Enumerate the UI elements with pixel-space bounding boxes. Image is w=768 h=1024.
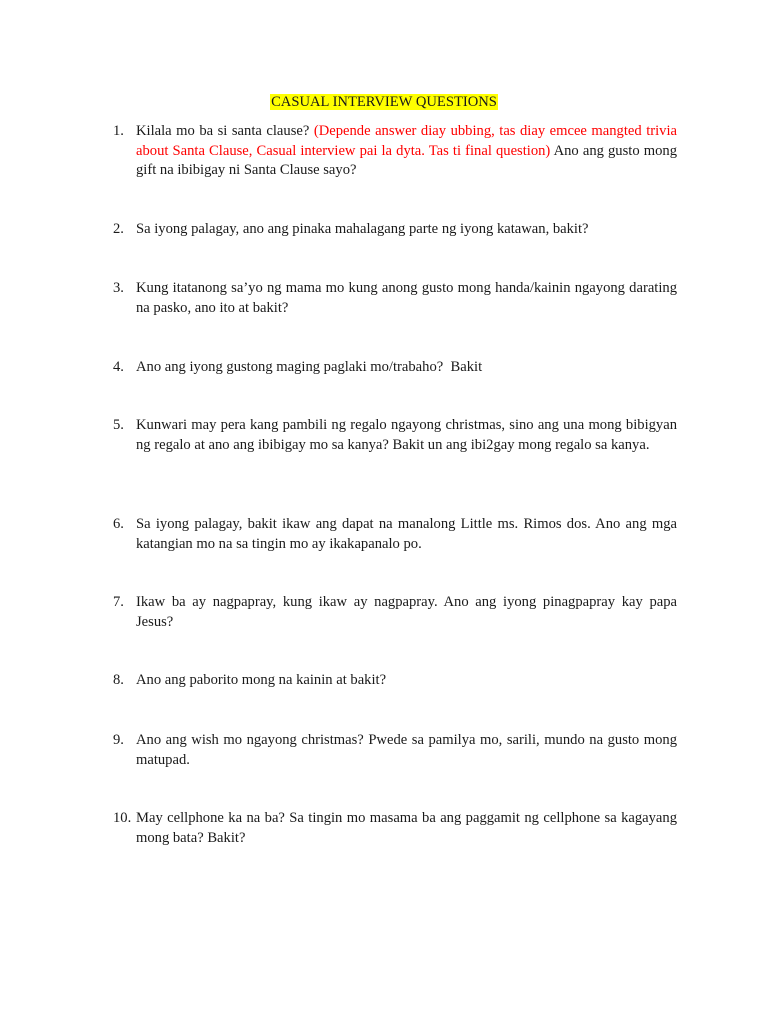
question-number: 9.: [113, 732, 124, 748]
question-text: May cellphone ka na ba? Sa tingin mo masama ba ang paggamit ng cellphone sa kagayang mong bata? Bakit?: [136, 810, 677, 846]
question-number: 7.: [113, 594, 124, 610]
question-number: 5.: [113, 417, 124, 433]
question-number: 4.: [113, 359, 124, 375]
question-text: Ano ang iyong gustong maging paglaki mo/trabaho? Bakit: [136, 359, 483, 375]
question-number: 10.: [113, 810, 132, 826]
question-text: Ano ang wish mo ngayong christmas? Pwede sa pamilya mo, sarili, mundo na gusto mong matupad.: [136, 732, 677, 768]
question-number: 1.: [113, 123, 124, 139]
question-text: Ano ang paborito mong na kainin at bakit?: [136, 672, 387, 688]
question-number: 8.: [113, 672, 124, 688]
question-text: Kung itatanong sa’yo ng mama mo kung anong gusto mong handa/kainin ngayong darating na pasko, ano ito at bakit?: [136, 280, 677, 316]
question-text: Ikaw ba ay nagpapray, kung ikaw ay nagpapray. Ano ang iyong pinagpapray kay papa Jesus?: [136, 594, 677, 630]
question-number: 3.: [113, 280, 124, 296]
question-text: Sa iyong palagay, bakit ikaw ang dapat na manalong Little ms. Rimos dos. Ano ang mga katangian mo na sa tingin mo ay ikakapanalo po.: [136, 516, 677, 552]
question-text-part: Ano ang gusto mong gift na ibibigay ni Santa Clause sayo?: [136, 142, 677, 178]
question-text: Kunwari may pera kang pambili ng regalo ngayong christmas, sino ang una mong bibigyan ng regalo at ano ang ibibigay mo sa kanya? Bakit un ang ibi2gay mong regalo sa kanya.: [136, 417, 677, 453]
question-text: Sa iyong palagay, ano ang pinaka mahalagang parte ng iyong katawan, bakit?: [136, 221, 589, 237]
document-title: CASUAL INTERVIEW QUESTIONS: [271, 94, 497, 110]
question-text: [136, 122, 677, 181]
title-container: [0, 93, 768, 113]
red-note: (Depende answer diay ubbing, tas diay emcee mangted trivia about Santa Clause, Casual interview pai la dyta. Tas ti final question): [136, 123, 677, 159]
question-number: 6.: [113, 516, 124, 532]
question-number: 2.: [113, 221, 124, 237]
question-text-part: Kilala mo ba si santa clause?: [136, 123, 314, 139]
